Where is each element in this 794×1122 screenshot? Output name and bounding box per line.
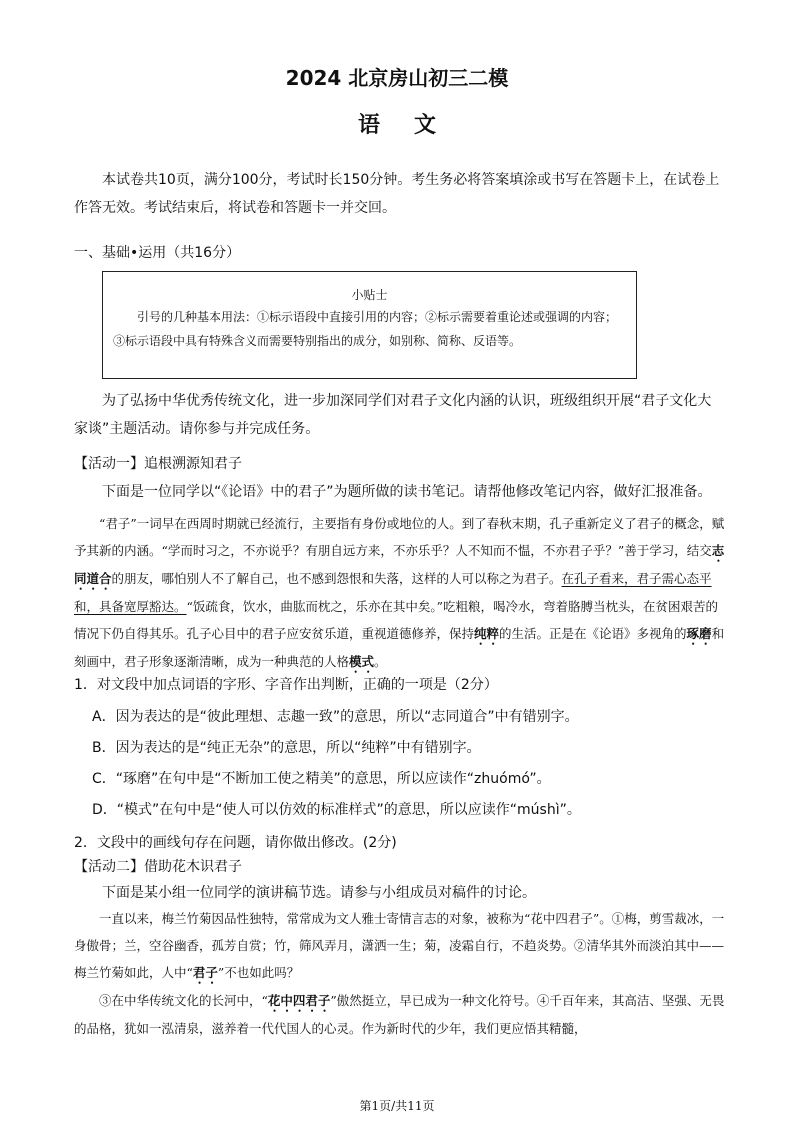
question-1-option-d: D．“模式”在句中是“使人可以仿效的标准样式”的意思，所以应读作“múshì”。 [92,802,581,818]
dotted-word-junzi: 君子 [192,965,218,980]
tip-title: 小贴士 [351,288,388,302]
passage1-text: 的朋友，哪怕别人不了解自己，也不感到怨恨和失落，这样的人可以称之为君子。 [111,571,562,586]
activity1-passage [74,510,726,676]
activity1-heading: 【活动一】追根溯源知君子 [74,456,242,472]
question-1-stem: 1．对文段中加点词语的字形、字音作出判断，正确的一项是（2分） [74,677,498,693]
instructions-text: 本试卷共10页，满分100分，考试时长150分钟。考生务必将答案填涂或书写在答题卡上，在试卷上作答无效。考试结束后，将试卷和答题卡一并交回。 [74,172,720,216]
dotted-word-zhuomo: 琢磨 [686,626,712,641]
passage2-text: ③在中华传统文化的长河中，“ [99,993,268,1008]
question-2: 2．文段中的画线句存在问题，请你做出修改。(2分) [74,835,397,851]
activity2-prompt-text: 下面是某小组一位同学的演讲稿节选。请参与小组成员对稿件的讨论。 [102,885,536,901]
exam-title: 2024 北京房山初三二模 [285,66,509,90]
passage1-text: 。 [374,654,387,669]
question-1-option-c: C．“琢磨”在句中是“不断加工使之精美”的意思，所以应读作“zhuómó”。 [92,771,551,787]
passage1-text: 的生活。正是在《论语》多视角的 [499,626,687,641]
activity2-prompt [74,879,734,907]
exam-instructions [74,166,724,222]
dotted-word-huazhongsijunzi: 花中四君子 [267,993,331,1008]
passage2-text: ”不也如此吗？ [217,965,300,980]
dotted-word-zhitongdaohe: 志同道合 [74,543,725,586]
tip-box [102,271,637,379]
subject-title: 语文 [357,113,470,138]
activity1-prompt [74,478,734,506]
passage2-paragraph-1 [74,905,726,987]
passage2-text: 一直以来，梅兰竹菊因品性独特，常常成为文人雅士寄情言志的对象，被称为“花中四君子”。①梅，剪雪裁冰，一身傲骨；兰，空谷幽香，孤芳自赏；竹，筛风弄月，潇洒一生；菊，凌霜自行，不趋炎势。②清华其外而淡泊其中——梅兰竹菊如此，人中“ [74,911,725,980]
underlined-sentence: 在孔子看来，君子需心态平和，具备宽厚豁达。 [74,571,712,614]
section1-intro-text: 为了弘扬中华优秀传统文化，进一步加深同学们对君子文化内涵的认识，班级组织开展“君子文化大家谈”主题活动。请你参与并完成任务。 [74,393,712,437]
dotted-word-moshi: 模式 [349,654,375,669]
activity1-prompt-text: 下面是一位同学以“《论语》中的君子”为题所做的读书笔记。请帮他修改笔记内容，做好汇报准备。 [102,484,712,500]
activity2-passage [74,905,726,1042]
passage1-text: “君子”一词早在西周时期就已经流行，主要指有身份或地位的人。到了春秋末期，孔子重新定义了君子的概念，赋予其新的内涵。“学而时习之，不亦说乎？有朋自远方来，不亦乐乎？人不知而不愠，不亦君子乎？”善于学习，结交 [74,516,725,558]
passage1-text: 和刻画中，君子形象逐渐清晰，成为一种典范的人格 [74,626,725,669]
question-1-option-b: B．因为表达的是“纯正无杂”的意思，所以“纯粹”中有错别字。 [92,740,481,756]
passage1-text: “饭疏食，饮水，曲肱而枕之，乐亦在其中矣。”吃粗粮，喝冷水，弯着胳膊当枕头，在贫困艰苦的情况下仍自得其乐。孔子心目中的君子应安贫乐道，重视道德修养，保持 [74,599,719,641]
section1-intro [74,387,724,443]
passage2-text: ”傲然挺立，早已成为一种文化符号。④千百年来，其高洁、坚强、无畏的品格，犹如一泓清泉，滋养着一代代国人的心灵。作为新时代的少年，我们更应悟其精髓， [74,993,725,1036]
dotted-word-chuncui: 纯粹 [474,626,500,641]
page-footer: 第1页/共11页 [359,1099,435,1113]
passage2-paragraph-2 [74,987,726,1042]
tip-body: 引号的几种基本用法：①标示语段中直接引用的内容；②标示需要着重论述或强调的内容；③标示语段中具有特殊含义而需要特别指出的成分，如别称、简称、反语等。 [113,310,618,348]
section1-heading: 一、基础•运用（共16分） [74,245,241,261]
activity2-heading: 【活动二】借助花木识君子 [74,859,242,875]
question-1-option-a: A．因为表达的是“彼此理想、志趣一致”的意思，所以“志同道合”中有错别字。 [92,709,579,725]
